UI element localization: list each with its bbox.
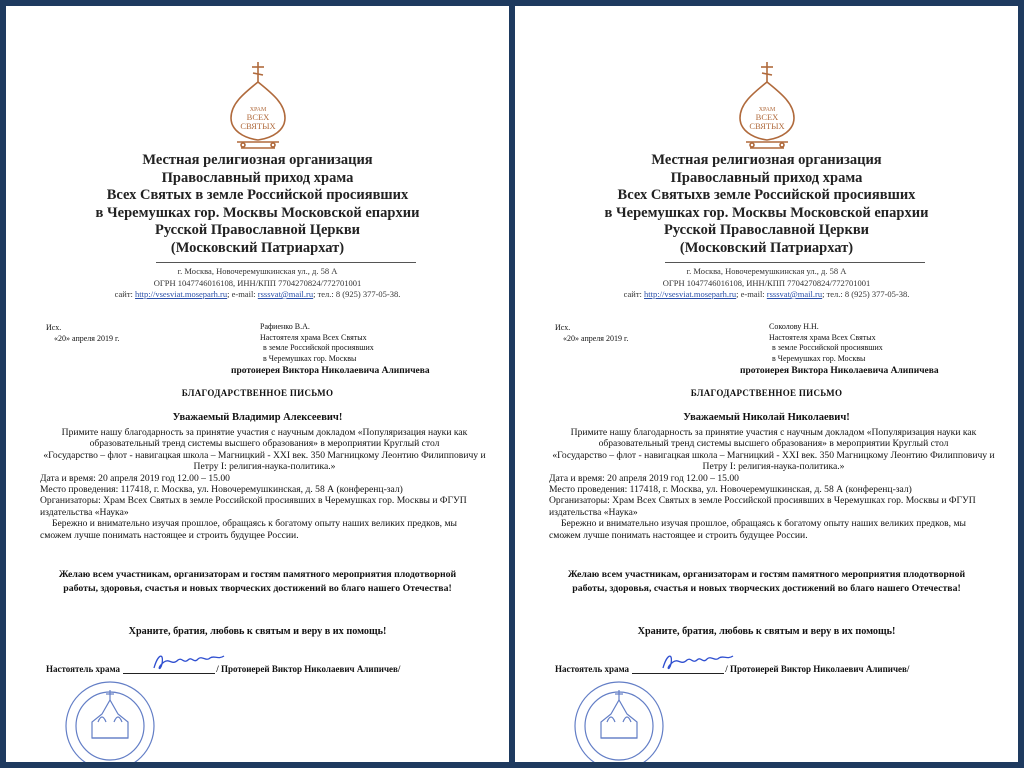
addressee-line: Настоятеля храма Всех Святых bbox=[769, 332, 876, 342]
email-label: ; e-mail: bbox=[227, 289, 256, 299]
sign-prefix: Настоятель храма bbox=[46, 664, 121, 674]
greeting: Уважаемый Николай Николаевич! bbox=[683, 412, 850, 423]
greeting: Уважаемый Владимир Алексеевич! bbox=[172, 412, 343, 423]
event-datetime: Дата и время: 20 апреля 2019 год 12.00 – 15.00 bbox=[40, 472, 230, 484]
outgoing-ref bbox=[555, 322, 628, 344]
event-venue: Место проведения: 117418, г. Москва, ул. Новочеремушкинская, д. 58 А (конференц-зал) bbox=[40, 484, 403, 496]
letterhead-divider bbox=[156, 262, 416, 263]
phone: ; тел.: 8 (925) 377-05-38. bbox=[313, 289, 401, 299]
org-line: Русской Православной Церкви bbox=[154, 222, 361, 238]
email-link[interactable]: rsssvat@mail.ru bbox=[766, 289, 823, 299]
document-title: БЛАГОДАРСТВЕННОЕ ПИСЬМО bbox=[181, 388, 334, 398]
wishes: Желаю всем участникам, организаторам и гостям памятного мероприятия плодотворной работы, здоровья, счастья и новых творческих достижений во благо нашего Отечества! bbox=[567, 569, 966, 594]
organization-name bbox=[46, 152, 469, 257]
handwritten-signature bbox=[148, 648, 228, 676]
event-datetime: Дата и время: 20 апреля 2019 год 12.00 – 15.00 bbox=[549, 472, 739, 484]
church-dome-logo bbox=[223, 60, 293, 156]
addressee-line: в Черемушках гор. Москвы bbox=[263, 353, 357, 363]
outgoing-ref bbox=[46, 322, 119, 344]
registration-numbers: ОГРН 1047746016108, ИНН/КПП 7704270824/772701001 bbox=[153, 277, 362, 288]
organization-name bbox=[555, 152, 978, 257]
letterhead-divider bbox=[665, 262, 925, 263]
letter-body bbox=[549, 427, 998, 541]
body-paragraph: Примите нашу благодарность за принятие участия с научным докладом «Популяризация науки как образовательный тренд системы высшего образования» в мероприятии Круглый стол bbox=[570, 427, 977, 450]
addressee-block bbox=[260, 322, 374, 364]
event-organizers: Организаторы: Храм Всех Святых в земле Российской просиявших в Черемушках гор. Москвы и ФГУП издательства «Наука» bbox=[40, 495, 467, 518]
ish-label: Исх. bbox=[555, 323, 571, 332]
sign-prefix: Настоятель храма bbox=[555, 664, 630, 674]
signer-name: протоиерея Виктора Николаевича Алипичева bbox=[740, 366, 939, 376]
body-paragraph: «Государство – флот - навигацкая школа – Магницкий - XXI век. 350 Магницкому Леонтию Филипповичу и Петру I: религия-наука-политика.» bbox=[552, 449, 995, 473]
org-line: в Черемушках гор. Москвы Московской епархии bbox=[95, 204, 420, 221]
org-line: Православный приход храма bbox=[161, 169, 354, 186]
registration-numbers: ОГРН 1047746016108, ИНН/КПП 7704270824/772701001 bbox=[662, 277, 871, 288]
contact-block bbox=[46, 266, 469, 301]
signer-name: протоиерея Виктора Николаевича Алипичева bbox=[231, 366, 430, 376]
addressee-line: в земле Российской просиявших bbox=[263, 343, 374, 352]
email-label: ; e-mail: bbox=[736, 289, 765, 299]
event-organizers: Организаторы: Храм Всех Святых в земле Российской просиявших в Черемушках гор. Москвы и ФГУП издательства «Наука» bbox=[549, 495, 976, 518]
email-link[interactable]: rsssvat@mail.ru bbox=[257, 289, 314, 299]
site-label: сайт: bbox=[114, 289, 133, 299]
body-paragraph: Бережно и внимательно изучая прошлое, обращаясь к богатому опыту наших великих предков, мы сможем лучше понимать настоящее и строить будущее России. bbox=[549, 518, 966, 541]
motto: Храните, братия, любовь к святым и веру в их помощь! bbox=[128, 626, 387, 637]
site-label: сайт: bbox=[623, 289, 642, 299]
handwritten-signature bbox=[657, 648, 737, 676]
org-line: Православный приход храма bbox=[670, 169, 863, 186]
church-dome-logo bbox=[732, 60, 802, 156]
wishes: Желаю всем участникам, организаторам и гостям памятного мероприятия плодотворной работы, здоровья, счастья и новых творческих достижений во благо нашего Отечества! bbox=[58, 569, 457, 594]
logo-text-2: ВСЕХ bbox=[755, 112, 778, 122]
letter-page-right bbox=[515, 6, 1018, 762]
contact-line bbox=[46, 289, 469, 301]
ish-label: Исх. bbox=[46, 323, 62, 332]
org-line: (Московский Патриархат) bbox=[679, 239, 854, 256]
sign-suffix: / Протоиерей Виктор Николаевич Алипичев/ bbox=[216, 664, 401, 674]
org-line: Всех Святых в земле Российской просиявших bbox=[106, 187, 409, 203]
letter-page-left bbox=[6, 6, 509, 762]
logo-text-1: ХРАМ bbox=[758, 107, 775, 113]
addressee-line: в Черемушках гор. Москвы bbox=[772, 353, 866, 363]
logo-text-3: СВЯТЫХ bbox=[239, 121, 276, 131]
org-line: Русской Православной Церкви bbox=[663, 222, 870, 238]
site-link[interactable]: http://vsesviat.moseparh.ru bbox=[644, 289, 737, 299]
document-title: БЛАГОДАРСТВЕННОЕ ПИСЬМО bbox=[690, 388, 843, 398]
org-line: (Московский Патриархат) bbox=[170, 239, 345, 256]
contact-line bbox=[555, 289, 978, 301]
org-line: Местная религиозная организация bbox=[651, 152, 882, 168]
body-paragraph: Бережно и внимательно изучая прошлое, обращаясь к богатому опыту наших великих предков, мы сможем лучше понимать настоящее и строить будущее России. bbox=[40, 518, 457, 541]
sign-suffix: / Протоиерей Виктор Николаевич Алипичев/ bbox=[725, 664, 910, 674]
logo-text-2: ВСЕХ bbox=[246, 112, 269, 122]
letter-date: «20» апреля 2019 г. bbox=[563, 334, 629, 343]
letter-date: «20» апреля 2019 г. bbox=[54, 334, 120, 343]
body-paragraph: «Государство – флот - навигацкая школа – Магницкий - XXI век. 350 Магницкому Леонтию Филипповичу и Петру I: религия-наука-политика.» bbox=[43, 449, 486, 473]
logo-text-1: ХРАМ bbox=[249, 107, 266, 113]
addressee-line: Настоятеля храма Всех Святых bbox=[260, 332, 367, 342]
letter-body bbox=[40, 427, 489, 541]
addressee-block bbox=[769, 322, 883, 364]
org-line: Местная религиозная организация bbox=[142, 152, 373, 168]
org-line: Всех Святыхв земле Российской просиявших bbox=[617, 187, 916, 203]
logo-text-3: СВЯТЫХ bbox=[748, 121, 785, 131]
org-line: в Черемушках гор. Москвы Московской епархии bbox=[604, 204, 929, 221]
event-venue: Место проведения: 117418, г. Москва, ул. Новочеремушкинская, д. 58 А (конференц-зал) bbox=[549, 484, 912, 496]
body-paragraph: Примите нашу благодарность за принятие участия с научным докладом «Популяризация науки как образовательный тренд системы высшего образования» в мероприятии Круглый стол bbox=[61, 427, 468, 450]
addressee-line: в земле Российской просиявших bbox=[772, 343, 883, 352]
church-dome-icon bbox=[223, 60, 293, 156]
motto: Храните, братия, любовь к святым и веру в их помощь! bbox=[637, 626, 896, 637]
contact-block bbox=[555, 266, 978, 301]
address: г. Москва, Новочеремушкинская ул., д. 58 А bbox=[177, 266, 338, 276]
address: г. Москва, Новочеремушкинская ул., д. 58 А bbox=[686, 266, 847, 276]
phone: ; тел.: 8 (925) 377-05-38. bbox=[822, 289, 910, 299]
church-dome-icon bbox=[732, 60, 802, 156]
addressee-name: Рафиенко В.А. bbox=[260, 322, 310, 331]
addressee-name: Соколову Н.Н. bbox=[769, 322, 819, 331]
site-link[interactable]: http://vsesviat.moseparh.ru bbox=[135, 289, 228, 299]
